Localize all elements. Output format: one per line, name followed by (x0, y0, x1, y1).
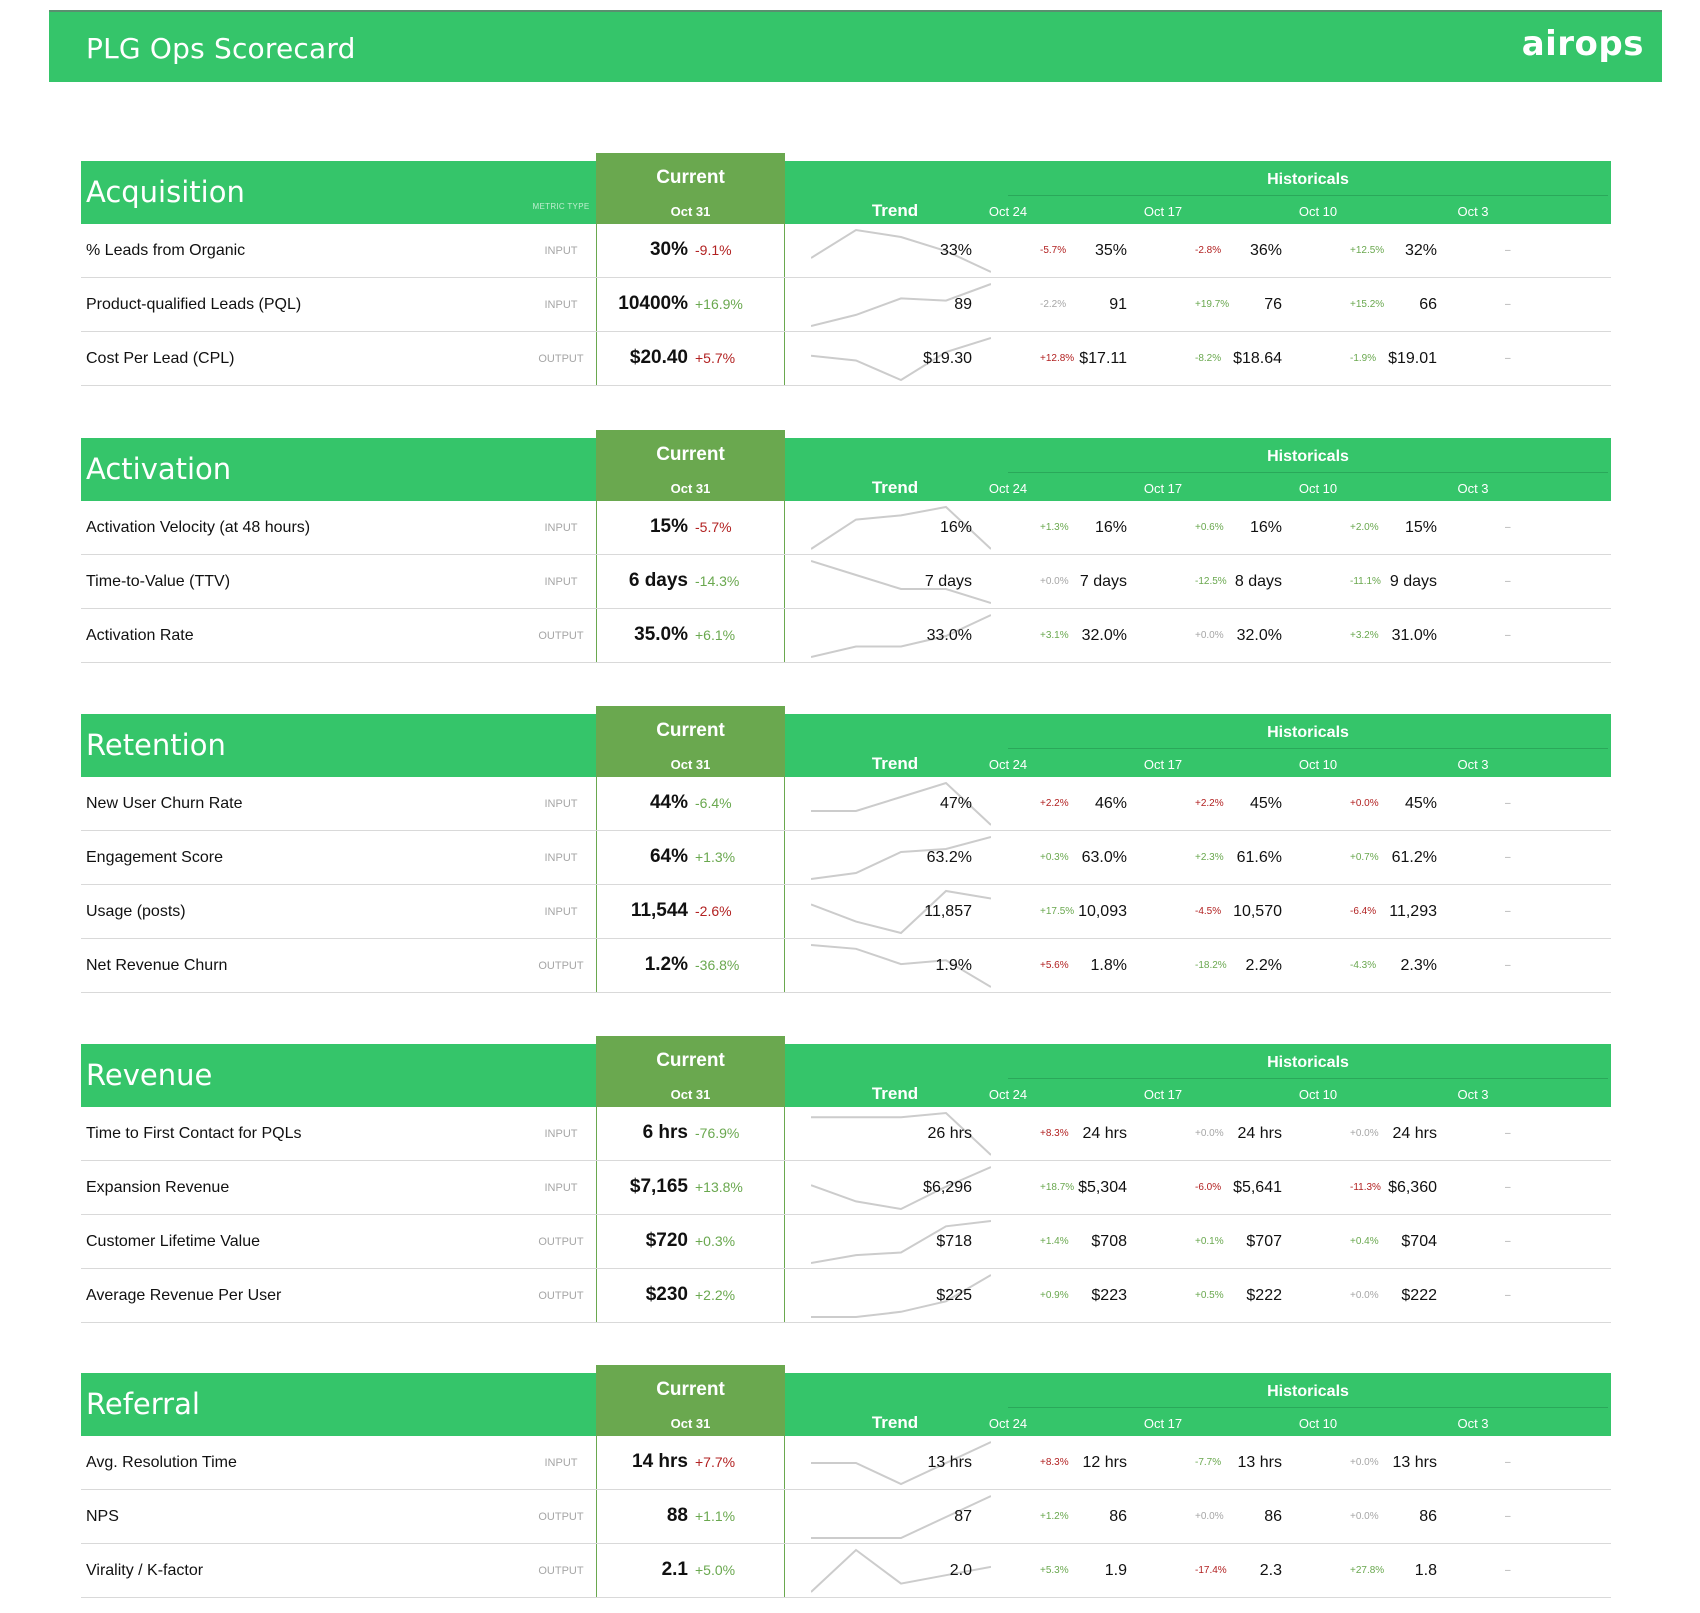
current-date: Oct 31 (670, 204, 711, 219)
historical-change: -5.7% (1040, 245, 1067, 256)
section-title: Acquisition (86, 175, 245, 209)
historical-value: 66 (1419, 296, 1437, 313)
historical-value: 2.3 (1259, 1562, 1282, 1579)
historical-change: – (1505, 245, 1511, 256)
metric-name: Average Revenue Per User (86, 1287, 282, 1304)
historical-change: -6.0% (1195, 1182, 1222, 1193)
current-change: +7.7% (695, 1454, 736, 1470)
historical-value: $5,304 (1078, 1179, 1127, 1196)
historical-change: +0.0% (1350, 1128, 1379, 1139)
historical-change: +27.8% (1350, 1565, 1385, 1576)
historical-change: +1.4% (1040, 1236, 1069, 1247)
historical-value: 2.0 (949, 1562, 972, 1579)
historical-value: 86 (1264, 1508, 1282, 1525)
historicals-divider (1008, 1407, 1608, 1408)
historical-change: +0.0% (1195, 1511, 1224, 1522)
section-revenue (81, 1036, 1611, 1323)
page-title: PLG Ops Scorecard (86, 32, 356, 65)
current-value: 6 days (628, 570, 688, 591)
historical-change: +0.0% (1195, 1128, 1224, 1139)
historical-change: – (1505, 1290, 1511, 1301)
historical-date: Oct 17 (1143, 204, 1183, 219)
historical-date: Oct 3 (1457, 757, 1489, 772)
historical-value: 9 days (1389, 573, 1437, 590)
historical-change: +18.7% (1040, 1182, 1075, 1193)
historicals-header: Historicals (1267, 724, 1349, 741)
historical-value: $708 (1091, 1233, 1127, 1250)
historical-change: +0.0% (1040, 576, 1069, 587)
historical-change: +0.1% (1195, 1236, 1224, 1247)
current-value: 1.2% (644, 954, 688, 975)
historicals-divider (1008, 748, 1608, 749)
historical-value: 13 hrs (927, 1454, 972, 1471)
historical-change: – (1505, 1511, 1511, 1522)
historical-change: +0.9% (1040, 1290, 1069, 1301)
current-change: +5.7% (695, 350, 736, 366)
historicals-header: Historicals (1267, 1383, 1349, 1400)
historical-value: 45% (1404, 795, 1437, 812)
historical-change: -4.5% (1195, 906, 1222, 917)
metric-name: Customer Lifetime Value (86, 1233, 260, 1250)
historical-change: – (1505, 1236, 1511, 1247)
historical-change: +3.1% (1040, 630, 1069, 641)
historical-date: Oct 10 (1298, 481, 1338, 496)
historical-value: 31.0% (1391, 627, 1437, 644)
trend-header: Trend (871, 478, 919, 497)
current-label: Current (656, 1379, 725, 1400)
historicals-divider (1008, 1078, 1608, 1079)
historical-value: 26 hrs (927, 1125, 972, 1142)
section-title: Referral (86, 1387, 200, 1421)
metric-type: OUTPUT (538, 960, 584, 972)
historical-value: 89 (954, 296, 972, 313)
metric-row (81, 1436, 1611, 1490)
current-value: 35.0% (634, 624, 688, 645)
historicals-divider (1008, 195, 1608, 196)
current-change: -5.7% (695, 519, 732, 535)
metric-type: OUTPUT (538, 1290, 584, 1302)
historical-change: +0.0% (1350, 1457, 1379, 1468)
historical-value: $17.11 (1079, 350, 1127, 367)
current-change: -6.4% (695, 795, 732, 811)
current-header (596, 430, 785, 501)
airops-logo: airops (1521, 24, 1644, 64)
metric-row (81, 939, 1611, 993)
historical-value: $19.30 (923, 350, 972, 367)
historical-value: 24 hrs (1392, 1125, 1437, 1142)
trend-header: Trend (871, 1413, 919, 1432)
historical-change: – (1505, 1182, 1511, 1193)
metric-name: Engagement Score (86, 849, 223, 866)
historical-value: 1.9 (1104, 1562, 1127, 1579)
trend-header: Trend (871, 1084, 919, 1103)
metric-type: INPUT (544, 1182, 578, 1194)
historical-value: 86 (1419, 1508, 1437, 1525)
current-value: 2.1 (661, 1559, 688, 1580)
historical-value: 32.0% (1081, 627, 1127, 644)
current-date: Oct 31 (670, 1087, 711, 1102)
historical-date: Oct 10 (1298, 757, 1338, 772)
current-value: 64% (649, 846, 688, 867)
historical-change: -18.2% (1195, 960, 1227, 971)
historicals-header: Historicals (1267, 448, 1349, 465)
historical-change: – (1505, 522, 1511, 533)
historical-value: $225 (936, 1287, 972, 1304)
historical-change: +8.3% (1040, 1457, 1069, 1468)
historical-change: – (1505, 1565, 1511, 1576)
historical-date: Oct 24 (988, 1087, 1028, 1102)
current-value: 30% (649, 239, 688, 260)
historical-value: 11,293 (1389, 903, 1437, 920)
historical-change: +15.2% (1350, 299, 1385, 310)
metric-row (81, 1161, 1611, 1215)
historical-date: Oct 3 (1457, 1087, 1489, 1102)
current-date: Oct 31 (670, 757, 711, 772)
current-change: +5.0% (695, 1562, 736, 1578)
historical-change: +5.3% (1040, 1565, 1069, 1576)
current-value: 14 hrs (632, 1451, 688, 1472)
historical-value: 24 hrs (1082, 1125, 1127, 1142)
historical-value: 8 days (1234, 573, 1282, 590)
metric-type: INPUT (544, 245, 578, 257)
historical-change: +0.6% (1195, 522, 1224, 533)
historical-value: 46% (1094, 795, 1127, 812)
metric-type: INPUT (544, 299, 578, 311)
historical-date: Oct 24 (988, 1416, 1028, 1431)
historical-change: – (1505, 299, 1511, 310)
current-change: -76.9% (695, 1125, 740, 1141)
current-date: Oct 31 (670, 481, 711, 496)
metric-row (81, 332, 1611, 386)
historical-value: 10,093 (1078, 903, 1127, 920)
historical-change: -6.4% (1350, 906, 1377, 917)
historical-value: 32% (1404, 242, 1437, 259)
metric-row (81, 1215, 1611, 1269)
historical-date: Oct 3 (1457, 1416, 1489, 1431)
historical-value: 87 (954, 1508, 972, 1525)
current-change: -9.1% (695, 242, 732, 258)
historical-change: +12.8% (1040, 353, 1075, 364)
metric-type: OUTPUT (538, 630, 584, 642)
current-change: +16.9% (695, 296, 743, 312)
metric-type: INPUT (544, 1457, 578, 1469)
metric-row (81, 1269, 1611, 1323)
historical-change: -11.3% (1350, 1182, 1381, 1193)
historical-value: 36% (1249, 242, 1282, 259)
historical-change: – (1505, 630, 1511, 641)
historical-change: +5.6% (1040, 960, 1069, 971)
metric-row (81, 777, 1611, 831)
metric-row (81, 224, 1611, 278)
historical-value: $18.64 (1233, 350, 1282, 367)
metric-row (81, 501, 1611, 555)
historical-value: 1.8% (1090, 957, 1127, 974)
section-title: Revenue (86, 1058, 213, 1092)
historical-value: $222 (1246, 1287, 1282, 1304)
metric-type: INPUT (544, 906, 578, 918)
historicals-divider (1008, 472, 1608, 473)
section-referral (81, 1365, 1611, 1598)
current-change: +13.8% (695, 1179, 743, 1195)
historical-change: +8.3% (1040, 1128, 1069, 1139)
metric-type: INPUT (544, 576, 578, 588)
current-change: -36.8% (695, 957, 740, 973)
historical-change: +19.7% (1195, 299, 1230, 310)
current-label: Current (656, 1050, 725, 1071)
historical-value: 86 (1109, 1508, 1127, 1525)
current-header (596, 153, 785, 224)
historical-change: – (1505, 353, 1511, 364)
historical-value: 10,570 (1233, 903, 1282, 920)
historical-change: +12.5% (1350, 245, 1385, 256)
current-value: 10400% (618, 293, 688, 314)
historical-value: $222 (1401, 1287, 1437, 1304)
current-change: +6.1% (695, 627, 736, 643)
historical-change: +1.3% (1040, 522, 1069, 533)
historical-value: 24 hrs (1237, 1125, 1282, 1142)
metric-type: OUTPUT (538, 1236, 584, 1248)
section-acquisition (81, 153, 1611, 386)
historical-value: $718 (936, 1233, 972, 1250)
historical-date: Oct 17 (1143, 1087, 1183, 1102)
metric-row (81, 831, 1611, 885)
historical-date: Oct 3 (1457, 481, 1489, 496)
historical-value: 1.9% (935, 957, 972, 974)
historical-change: +0.5% (1195, 1290, 1224, 1301)
metric-row (81, 1107, 1611, 1161)
current-header (596, 706, 785, 777)
historical-change: +0.3% (1040, 852, 1069, 863)
historical-change: – (1505, 1457, 1511, 1468)
historical-value: 76 (1264, 296, 1282, 313)
historical-change: – (1505, 960, 1511, 971)
metric-type: INPUT (544, 1128, 578, 1140)
current-value: 11,544 (630, 900, 688, 921)
historical-change: +1.2% (1040, 1511, 1069, 1522)
historical-value: $704 (1401, 1233, 1437, 1250)
historical-date: Oct 3 (1457, 204, 1489, 219)
historical-value: 13 hrs (1237, 1454, 1282, 1471)
historical-change: -7.7% (1195, 1457, 1222, 1468)
historical-value: 7 days (924, 573, 972, 590)
current-date: Oct 31 (670, 1416, 711, 1431)
metric-name: Net Revenue Churn (86, 957, 228, 974)
historical-change: +0.0% (1350, 1511, 1379, 1522)
historical-value: 13 hrs (1392, 1454, 1437, 1471)
historical-change: -17.4% (1195, 1565, 1227, 1576)
historical-change: +0.4% (1350, 1236, 1379, 1247)
metric-name: Product-qualified Leads (PQL) (86, 296, 302, 313)
historical-change: – (1505, 576, 1511, 587)
metric-row (81, 278, 1611, 332)
historical-value: 32.0% (1236, 627, 1282, 644)
current-label: Current (656, 167, 725, 188)
metric-row (81, 885, 1611, 939)
historical-value: 16% (1094, 519, 1127, 536)
historical-date: Oct 24 (988, 757, 1028, 772)
historical-value: 47% (939, 795, 972, 812)
metric-type-header: METRIC TYPE (532, 202, 590, 211)
current-change: +2.2% (695, 1287, 736, 1303)
metric-type: INPUT (544, 522, 578, 534)
header-bar (49, 10, 1662, 82)
historical-change: -2.8% (1195, 245, 1222, 256)
historical-date: Oct 10 (1298, 204, 1338, 219)
historical-change: – (1505, 852, 1511, 863)
metric-row (81, 1544, 1611, 1598)
metric-type: OUTPUT (538, 1511, 584, 1523)
current-value: 6 hrs (642, 1122, 688, 1143)
current-change: +1.3% (695, 849, 736, 865)
section-activation (81, 430, 1611, 663)
historical-value: 16% (1249, 519, 1282, 536)
historical-change: -8.2% (1195, 353, 1222, 364)
section-title: Activation (86, 452, 232, 486)
current-value: $7,165 (629, 1176, 688, 1197)
historical-date: Oct 17 (1143, 757, 1183, 772)
historical-date: Oct 24 (988, 204, 1028, 219)
historical-change: +2.0% (1350, 522, 1379, 533)
current-value: $720 (645, 1230, 688, 1251)
historical-date: Oct 10 (1298, 1087, 1338, 1102)
historical-value: 61.6% (1236, 849, 1282, 866)
historical-change: -4.3% (1350, 960, 1377, 971)
historical-date: Oct 10 (1298, 1416, 1338, 1431)
metric-name: Time-to-Value (TTV) (86, 573, 231, 590)
historical-change: -1.9% (1350, 353, 1377, 364)
historical-change: – (1505, 798, 1511, 809)
historical-change: +17.5% (1040, 906, 1075, 917)
current-value: 44% (649, 792, 688, 813)
historical-change: -2.2% (1040, 299, 1067, 310)
current-header (596, 1036, 785, 1107)
historical-date: Oct 17 (1143, 481, 1183, 496)
current-change: +0.3% (695, 1233, 736, 1249)
metric-name: Activation Rate (86, 627, 194, 644)
historical-value: 63.2% (926, 849, 972, 866)
historical-value: 1.8 (1414, 1562, 1437, 1579)
metric-name: Expansion Revenue (86, 1179, 230, 1196)
metric-name: Cost Per Lead (CPL) (86, 350, 235, 367)
historical-value: 33.0% (926, 627, 972, 644)
historical-change: – (1505, 906, 1511, 917)
historical-value: 15% (1404, 519, 1437, 536)
historical-change: +2.2% (1040, 798, 1069, 809)
historical-change: -12.5% (1195, 576, 1227, 587)
metric-name: Time to First Contact for PQLs (86, 1125, 302, 1142)
metric-type: INPUT (544, 852, 578, 864)
historical-value: 7 days (1079, 573, 1127, 590)
historical-change: +2.2% (1195, 798, 1224, 809)
historical-value: 35% (1094, 242, 1127, 259)
current-change: -14.3% (695, 573, 740, 589)
historical-date: Oct 17 (1143, 1416, 1183, 1431)
metric-type: INPUT (544, 798, 578, 810)
historical-value: $707 (1246, 1233, 1282, 1250)
metric-name: NPS (86, 1508, 119, 1525)
historical-value: 91 (1109, 296, 1127, 313)
current-change: +1.1% (695, 1508, 736, 1524)
historical-change: +0.0% (1350, 798, 1379, 809)
metric-name: New User Churn Rate (86, 795, 243, 812)
historical-value: 2.3% (1400, 957, 1437, 974)
historical-change: – (1505, 1128, 1511, 1139)
current-label: Current (656, 444, 725, 465)
current-change: -2.6% (695, 903, 732, 919)
current-header (596, 1365, 785, 1436)
metric-row (81, 609, 1611, 663)
historical-change: +0.0% (1195, 630, 1224, 641)
metric-name: Virality / K-factor (86, 1562, 204, 1579)
metric-name: Activation Velocity (at 48 hours) (86, 519, 311, 536)
current-value: $230 (645, 1284, 688, 1305)
metric-name: Avg. Resolution Time (86, 1454, 237, 1471)
historical-value: $5,641 (1233, 1179, 1282, 1196)
historical-value: $19.01 (1388, 350, 1437, 367)
metric-type: OUTPUT (538, 1565, 584, 1577)
historicals-header: Historicals (1267, 1054, 1349, 1071)
section-title: Retention (86, 728, 226, 762)
historical-value: 33% (939, 242, 972, 259)
historical-value: 45% (1249, 795, 1282, 812)
trend-header: Trend (871, 754, 919, 773)
historical-value: 11,857 (924, 903, 972, 920)
metric-name: Usage (posts) (86, 903, 186, 920)
current-value: 15% (649, 516, 688, 537)
historical-value: $223 (1091, 1287, 1127, 1304)
historical-date: Oct 24 (988, 481, 1028, 496)
historical-value: 16% (939, 519, 972, 536)
metric-name: % Leads from Organic (86, 242, 246, 259)
historical-change: +0.0% (1350, 1290, 1379, 1301)
historical-value: $6,296 (923, 1179, 972, 1196)
historical-value: 61.2% (1391, 849, 1437, 866)
metric-type: OUTPUT (538, 353, 584, 365)
current-label: Current (656, 720, 725, 741)
current-value: 88 (666, 1505, 688, 1526)
historical-value: 63.0% (1081, 849, 1127, 866)
historicals-header: Historicals (1267, 171, 1349, 188)
current-value: $20.40 (629, 347, 688, 368)
historical-value: 12 hrs (1082, 1454, 1127, 1471)
historical-change: -11.1% (1350, 576, 1381, 587)
historical-change: +0.7% (1350, 852, 1379, 863)
section-retention (81, 706, 1611, 993)
historical-change: +3.2% (1350, 630, 1379, 641)
metric-row (81, 555, 1611, 609)
trend-header: Trend (871, 201, 919, 220)
historical-change: +2.3% (1195, 852, 1224, 863)
historical-value: 2.2% (1245, 957, 1282, 974)
historical-value: $6,360 (1388, 1179, 1437, 1196)
metric-row (81, 1490, 1611, 1544)
